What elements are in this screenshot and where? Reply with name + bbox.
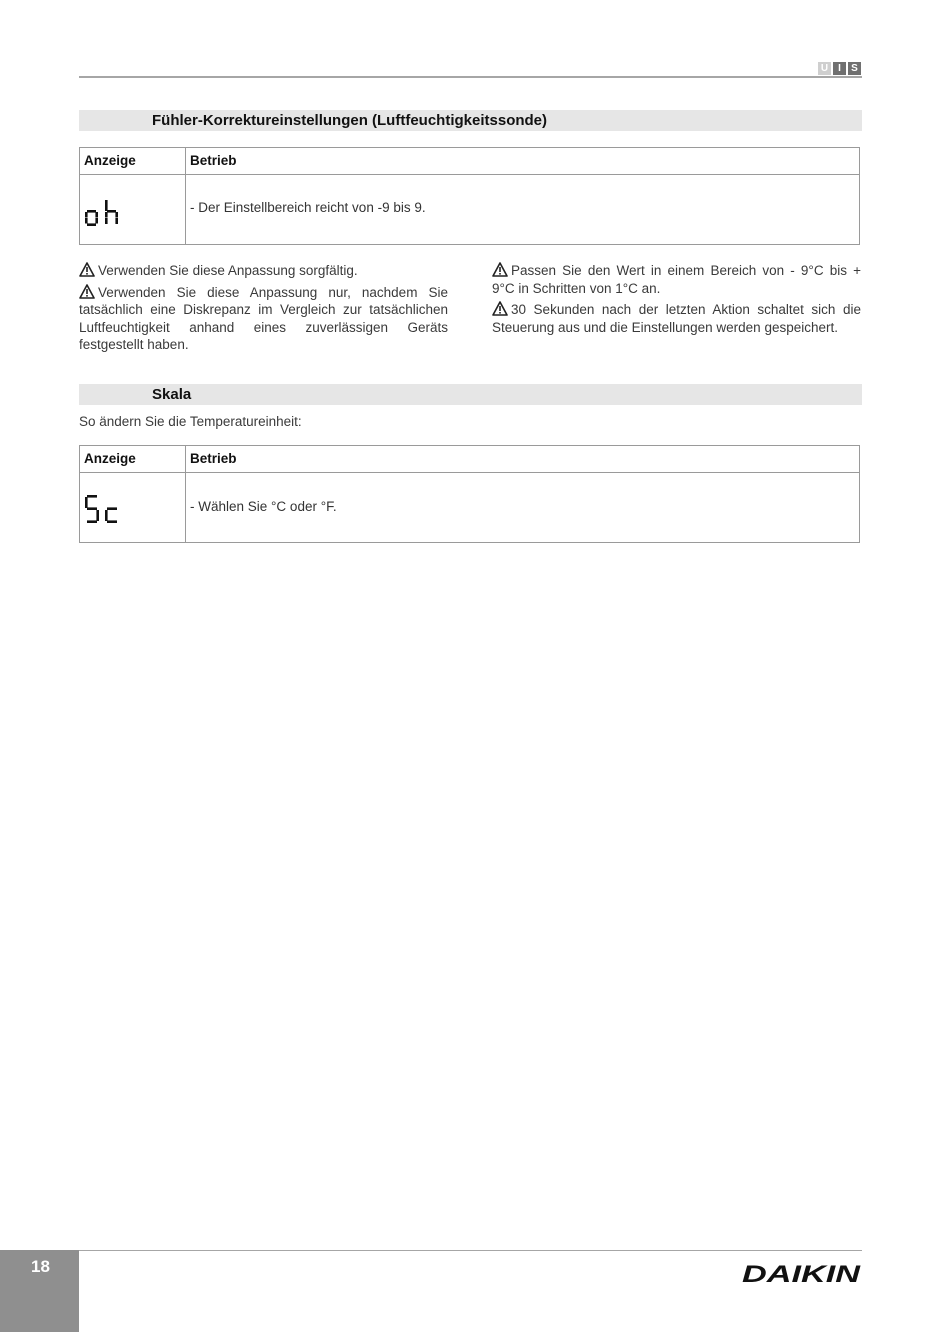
section-title: Skala [152, 386, 192, 403]
settings-table [79, 445, 860, 543]
section-intro: So ändern Sie die Temperatureinheit: [79, 414, 302, 429]
table-row [80, 473, 859, 542]
table-row [80, 175, 859, 244]
header-badge-i: I [833, 62, 846, 75]
note-item [79, 284, 448, 354]
header-badge-u: U [818, 62, 831, 75]
lcd-display-oh [84, 200, 124, 226]
svg-text:DAIKIN: DAIKIN [742, 1261, 861, 1287]
note-text: 30 Sekunden nach der letzten Aktion schaltet sich die Steuerung aus und die Einstellungen werden gespeichert. [492, 302, 861, 335]
note-text: Passen Sie den Wert in einem Bereich von - 9°C bis + 9°C in Schritten von 1°C an. [492, 263, 861, 296]
daikin-logo [740, 1261, 864, 1287]
table-header-row [80, 446, 859, 473]
operation-description: - Der Einstellbereich reicht von -9 bis 9. [190, 200, 426, 215]
section-title: Fühler-Korrektureinstellungen (Luftfeuchtigkeitssonde) [152, 112, 548, 129]
note-text: Verwenden Sie diese Anpassung sorgfältig. [98, 263, 358, 278]
lcd-display-sc [84, 495, 124, 525]
warning-icon [79, 262, 95, 277]
table-header-operation: Betrieb [190, 153, 237, 168]
footer-rule [79, 1250, 862, 1251]
table-header-operation: Betrieb [190, 451, 237, 466]
operation-description: - Wählen Sie °C oder °F. [190, 499, 337, 514]
section-title-bar [79, 110, 862, 131]
note-item [79, 262, 448, 280]
warning-icon [492, 262, 508, 277]
note-item [492, 301, 861, 336]
note-item [492, 262, 861, 297]
page-number-box [0, 1250, 79, 1332]
table-header-display: Anzeige [84, 451, 136, 466]
table-header-display: Anzeige [84, 153, 136, 168]
notes-right [492, 262, 861, 336]
header-rule [79, 76, 862, 78]
warning-icon [79, 284, 95, 299]
notes-left [79, 262, 448, 354]
page-number: 18 [31, 1257, 50, 1276]
table-header-row [80, 148, 859, 175]
settings-table [79, 147, 860, 245]
warning-icon [492, 301, 508, 316]
header-badge-s: S [848, 62, 861, 75]
note-text: Verwenden Sie diese Anpassung nur, nachdem Sie tatsächlich eine Diskrepanz im Vergleich zur tatsächlichen Luftfeuchtigkeit anhand eines zuverlässigen Geräts festgestellt haben. [79, 284, 448, 352]
section-title-bar [79, 384, 862, 405]
header-badges [818, 62, 861, 75]
